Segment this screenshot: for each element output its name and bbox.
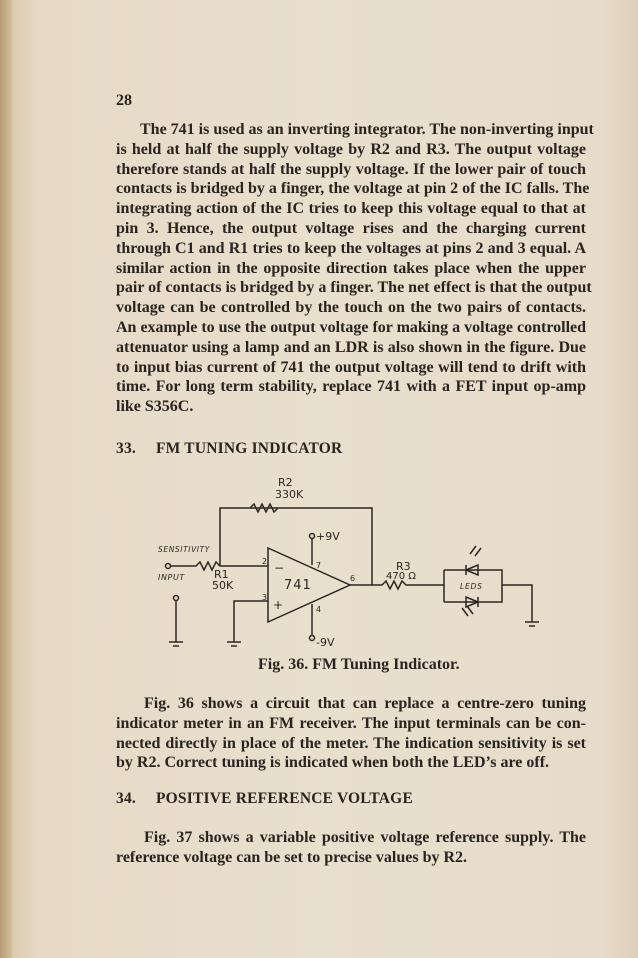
led-lower-light-arrows — [462, 606, 473, 616]
section-number: 34. — [116, 790, 136, 807]
fig37-paragraph — [116, 828, 586, 868]
text-line: integrating action of the IC tries to keep this voltage equal to that at — [116, 200, 586, 218]
inverting-sign: − — [274, 561, 285, 575]
text-line: An example to use the output voltage for making a voltage controlled — [116, 318, 587, 336]
r3-name-label: R3 — [396, 560, 411, 573]
text-line: reference voltage can be set to precise values by R2. — [116, 848, 468, 866]
fm-tuning-circuit-diagram — [150, 476, 550, 652]
text-line: like S356C. — [116, 398, 194, 416]
text-line: time. For long term stability, replace 741 with a FET input op-amp — [116, 378, 586, 396]
r1-value-label: 50K — [212, 579, 234, 592]
negative-supply-terminal — [310, 636, 315, 641]
fig36-description-paragraph — [116, 694, 586, 773]
pin-6-label: 6 — [350, 574, 356, 583]
opamp-label: 741 — [284, 578, 312, 593]
pin-3-label: 3 — [262, 593, 268, 602]
text-line: indicator meter in an FM receiver. The input terminals can be con- — [116, 714, 586, 732]
pin-2-label: 2 — [262, 557, 268, 566]
text-line: therefore stands at half the supply voltage. If the lower pair of touch — [116, 160, 586, 178]
section-title: POSITIVE REFERENCE VOLTAGE — [156, 790, 413, 807]
section-heading-33 — [116, 440, 342, 458]
minus-9v-label: -9V — [316, 636, 335, 649]
led-upper-light-arrows — [470, 546, 481, 556]
text-line: contacts is bridged by a finger, the voltage at pin 2 of the IC falls. The — [116, 180, 590, 198]
feedback-wire — [220, 508, 372, 580]
figure-36-caption: Fig. 36. FM Tuning Indicator. — [258, 656, 460, 673]
ground-symbol-input — [169, 642, 183, 646]
resistor-r3 — [372, 581, 444, 589]
text-line: pin 3. Hence, the output voltage rises and the charging current — [116, 219, 586, 237]
pin-7-label: 7 — [316, 561, 322, 570]
text-line: Fig. 37 shows a variable positive voltage reference supply. The — [144, 829, 586, 846]
section-number: 33. — [116, 440, 136, 457]
r3-value-label: 470 Ω — [386, 571, 416, 582]
text-line: voltage can be controlled by the touch on the two pairs of contacts. — [116, 299, 586, 317]
text-line: is held at half the supply voltage by R2 and R3. The output voltage — [116, 140, 586, 158]
text-line: by R2. Correct tuning is indicated when both the LED’s are off. — [116, 754, 550, 772]
intro-paragraph — [116, 120, 594, 417]
input-terminal-1 — [166, 564, 171, 569]
input-label: INPUT — [158, 573, 185, 582]
leds-label: LEDS — [460, 582, 483, 591]
led-ground-wire — [502, 585, 532, 622]
section-title: FM TUNING INDICATOR — [156, 440, 343, 457]
book-spine-edge — [0, 0, 12, 958]
input-terminal-2 — [174, 596, 179, 601]
text-line: attenuator using a lamp and an LDR is also shown in the figure. Due — [116, 338, 586, 356]
pin-4-label: 4 — [316, 605, 322, 614]
section-heading-34 — [116, 790, 413, 808]
text-line: to input bias current of 741 the output voltage will tend to drift with — [116, 358, 586, 376]
pin3-ground-wire — [234, 601, 268, 642]
text-line: nected directly in place of the meter. The indication sensitivity is set — [116, 734, 586, 752]
ground-symbol-leds — [525, 622, 539, 626]
non-inverting-sign: + — [273, 598, 284, 612]
text-line: through C1 and R1 tries to keep the voltages at pins 2 and 3 equal. A — [116, 239, 586, 257]
text-line: pair of contacts is bridged by a finger. The net effect is that the output — [116, 279, 592, 297]
r1-name-label: R1 — [214, 568, 229, 581]
r2-value-label: 330K — [275, 488, 304, 501]
plus-9v-label: +9V — [316, 530, 340, 543]
text-line: The 741 is used as an inverting integrator. The non-inverting input — [140, 121, 594, 138]
ground-symbol-pin3 — [227, 642, 241, 646]
r2-name-label: R2 — [278, 476, 293, 489]
sensitivity-label: SENSITIVITY — [158, 545, 210, 554]
text-line: Fig. 36 shows a circuit that can replace a centre-zero tuning — [144, 695, 586, 712]
page-number: 28 — [116, 92, 132, 109]
text-line: similar action in the opposite direction takes place when the upper — [116, 259, 586, 277]
positive-supply-terminal — [310, 534, 315, 539]
